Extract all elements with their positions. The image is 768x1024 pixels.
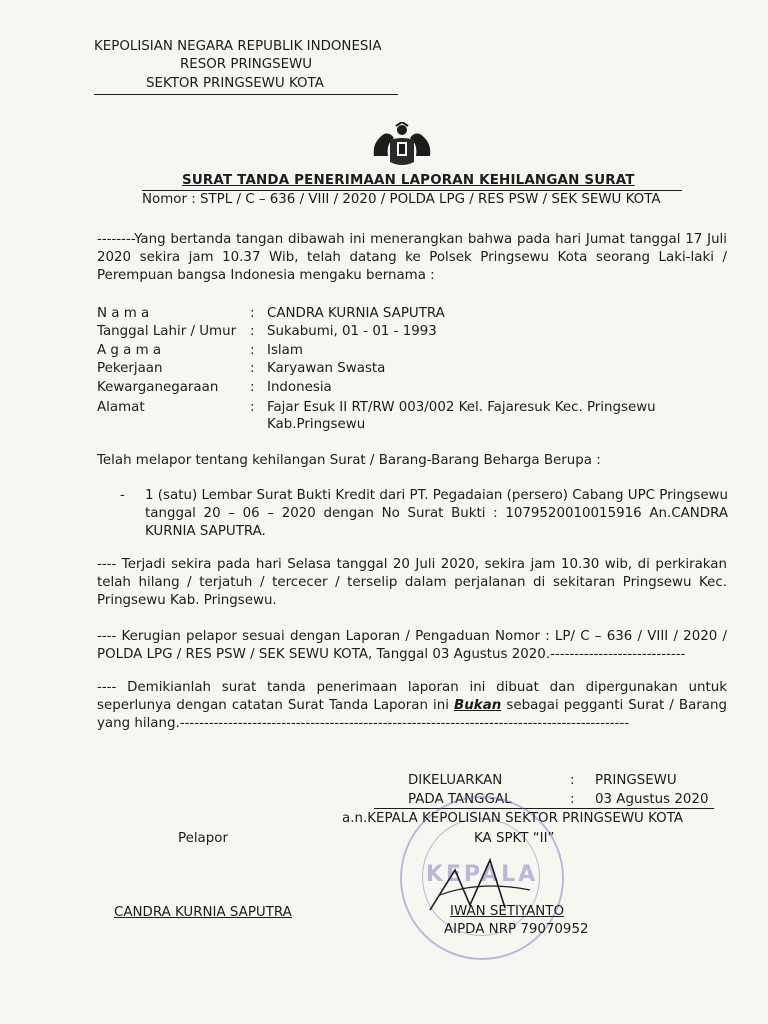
identity-label-kewarganegaraan: Kewarganegaraan xyxy=(97,380,219,395)
header-line-2: RESOR PRINGSEWU xyxy=(180,57,313,72)
identity-colon: : xyxy=(250,361,255,376)
report-intro: Telah melapor tentang kehilangan Surat / Barang-Barang Beharga Berupa : xyxy=(97,453,601,468)
identity-value-alamat-cont: Kab.Pringsewu xyxy=(267,417,366,432)
header-underline xyxy=(94,94,398,95)
reporter-label: Pelapor xyxy=(178,831,228,846)
identity-value-alamat: Fajar Esuk II RT/RW 003/002 Kel. Fajaresuk Kec. Pringsewu xyxy=(267,400,656,415)
identity-label-alamat: Alamat xyxy=(97,400,145,415)
header-line-3: SEKTOR PRINGSEWU KOTA xyxy=(146,76,324,91)
identity-value-nama: CANDRA KURNIA SAPUTRA xyxy=(267,306,445,321)
signatory-rank: AIPDA NRP 79070952 xyxy=(444,922,589,937)
identity-value-kewarganegaraan: Indonesia xyxy=(267,380,332,395)
closing-paragraph xyxy=(97,679,727,735)
reporter-name: CANDRA KURNIA SAPUTRA xyxy=(114,905,292,920)
issued-label: DIKELUARKAN xyxy=(408,773,503,788)
identity-value-ttl: Sukabumi, 01 - 01 - 1993 xyxy=(267,324,437,339)
identity-label-ttl: Tanggal Lahir / Umur xyxy=(97,324,237,339)
identity-colon: : xyxy=(250,306,255,321)
report-reference-paragraph: ---- Kerugian pelapor sesuai dengan Laporan / Pengaduan Nomor : LP/ C – 636 / VIII / 2020 / POLDA LPG / RES PSW / SEK SEWU KOTA, Tanggal 03 Agustus 2020.---------------------------- xyxy=(97,629,727,662)
signatory-name: IWAN SETIYANTO xyxy=(450,904,565,919)
police-emblem-icon xyxy=(370,122,434,170)
incident-paragraph: ---- Terjadi sekira pada hari Selasa tanggal 20 Juli 2020, sekira jam 10.30 wib, di perkirakan telah hilang / terjatuh / tercecer / terselip dalam perjalanan di sekitaran Pringsewu Kec. Pringsewu Kab. Pringsewu. xyxy=(97,557,727,608)
identity-colon: : xyxy=(250,400,255,415)
issued-colon: : xyxy=(570,773,575,788)
closing-emphasis: Bukan xyxy=(454,698,502,713)
issued-place: PRINGSEWU xyxy=(595,773,677,788)
header-line-1: KEPOLISIAN NEGARA REPUBLIK INDONESIA xyxy=(94,39,382,54)
issued-date: 03 Agustus 2020 xyxy=(595,792,709,807)
identity-colon: : xyxy=(250,324,255,339)
identity-label-agama: A g a m a xyxy=(97,343,162,358)
identity-colon: : xyxy=(250,343,255,358)
item-bullet: - xyxy=(120,488,125,503)
intro-paragraph: --------Yang bertanda tangan dibawah ini menerangkan bahwa pada hari Jumat tanggal 17 Juli 2020 sekira jam 10.37 Wib, telah datang ke Polsek Pringsewu Kota seorang Laki-laki / Perempuan bangsa Indonesia mengaku bernama : xyxy=(97,232,727,283)
issued-colon: : xyxy=(570,792,575,807)
closing-text-2: sebagai pegganti Surat / Barang yang hilang.--------------------------------------------------------------------------------------------- xyxy=(97,698,727,731)
issued-date-label: PADA TANGGAL xyxy=(408,792,512,807)
identity-value-agama: Islam xyxy=(267,343,303,358)
identity-colon: : xyxy=(250,380,255,395)
closing-text-1: ---- Demikianlah surat tanda penerimaan laporan ini dibuat dan dipergunakan untuk seperlunya dengan catatan Surat Tanda Laporan ini xyxy=(97,680,727,713)
document-title: SURAT TANDA PENERIMAAN LAPORAN KEHILANGAN SURAT xyxy=(182,173,635,188)
identity-label-pekerjaan: Pekerjaan xyxy=(97,361,163,376)
signatory-position: KA SPKT “II” xyxy=(474,831,555,846)
lost-item-description: 1 (satu) Lembar Surat Bukti Kredit dari PT. Pegadaian (persero) Cabang UPC Pringsewu tanggal 20 – 06 – 2020 dengan No Surat Bukti : 1079520010015916 An.CANDRA KURNIA SAPUTRA. xyxy=(145,488,728,539)
stamp-text: KEPALA xyxy=(425,862,539,887)
signatory-on-behalf: a.n.KEPALA KEPOLISIAN SEKTOR PRINGSEWU KOTA xyxy=(342,811,684,826)
identity-value-pekerjaan: Karyawan Swasta xyxy=(267,361,386,376)
document-number: Nomor : STPL / C – 636 / VIII / 2020 / POLDA LPG / RES PSW / SEK SEWU KOTA xyxy=(142,192,661,207)
identity-label-nama: N a m a xyxy=(97,306,150,321)
